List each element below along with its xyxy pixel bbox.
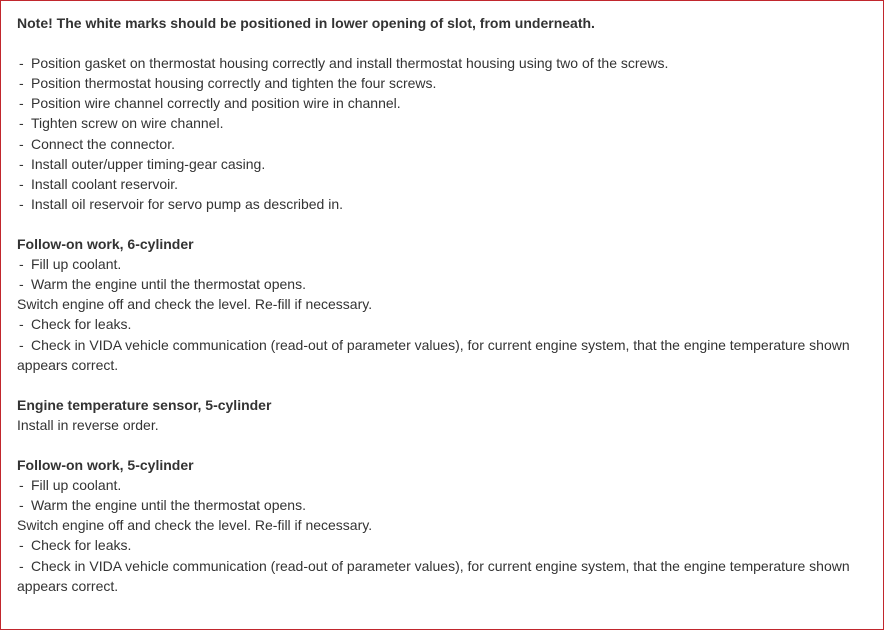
- list-item: [17, 254, 867, 274]
- list-item: [17, 314, 867, 334]
- bullet-dash: -: [19, 115, 24, 132]
- bullet-dash: -: [19, 557, 24, 574]
- spacer: [17, 214, 867, 234]
- spacer: [17, 375, 867, 395]
- list-item: [17, 134, 867, 154]
- bullet-dash: -: [19, 175, 24, 192]
- list-item-text: Warm the engine until the thermostat opens.: [31, 276, 306, 293]
- bullet-dash: -: [19, 75, 24, 92]
- bullet-dash: -: [19, 95, 24, 112]
- list-item-text: Position gasket on thermostat housing correctly and install thermostat housing using two of the screws.: [31, 55, 669, 72]
- section-heading-five-cylinder: Follow-on work, 5-cylinder: [17, 457, 194, 474]
- list-item-text: Install coolant reservoir.: [31, 175, 179, 192]
- list-item: [17, 194, 867, 214]
- bullet-dash: -: [19, 55, 24, 72]
- list-item: [17, 274, 867, 294]
- paragraph-text: Switch engine off and check the level. Re-fill if necessary.: [17, 296, 373, 313]
- list-item: [17, 73, 867, 93]
- list-item-text: Check in VIDA vehicle communication (read-out of parameter values), for current engine system, that the engine temperature shown appears correct.: [17, 336, 850, 373]
- list-item: [17, 113, 867, 133]
- list-item: [17, 556, 867, 596]
- list-item: [17, 174, 867, 194]
- list-item-text: Connect the connector.: [31, 135, 175, 152]
- bullet-dash: -: [19, 497, 24, 514]
- list-item-text: Check in VIDA vehicle communication (read-out of parameter values), for current engine system, that the engine temperature shown appears correct.: [17, 557, 850, 594]
- list-item-text: Install outer/upper timing-gear casing.: [31, 155, 266, 172]
- bullet-dash: -: [19, 155, 24, 172]
- list-item-text: Fill up coolant.: [31, 477, 122, 494]
- section-heading-six-cylinder: Follow-on work, 6-cylinder: [17, 236, 194, 253]
- list-item-text: Warm the engine until the thermostat opens.: [31, 497, 306, 514]
- list-item: [17, 475, 867, 495]
- list-item: [17, 535, 867, 555]
- list-item: [17, 93, 867, 113]
- bullet-dash: -: [19, 537, 24, 554]
- list-item-text: Tighten screw on wire channel.: [31, 115, 224, 132]
- note-text: Note! The white marks should be positioned in lower opening of slot, from underneath.: [17, 15, 595, 31]
- paragraph-text: Install in reverse order.: [17, 416, 159, 433]
- list-item: [17, 154, 867, 174]
- list-item-text: Check for leaks.: [31, 316, 132, 333]
- document-content: [17, 13, 867, 596]
- section-heading-sensor: Engine temperature sensor, 5-cylinder: [17, 396, 272, 413]
- bullet-dash: -: [19, 195, 24, 212]
- bullet-dash: -: [19, 135, 24, 152]
- list-item-text: Position wire channel correctly and position wire in channel.: [31, 95, 401, 112]
- list-item-text: Fill up coolant.: [31, 256, 122, 273]
- list-item: [17, 335, 867, 375]
- spacer: [17, 33, 867, 53]
- list-item: [17, 53, 867, 73]
- spacer: [17, 435, 867, 455]
- bullet-dash: -: [19, 256, 24, 273]
- list-item: [17, 495, 867, 515]
- bullet-dash: -: [19, 316, 24, 333]
- bullet-dash: -: [19, 477, 24, 494]
- paragraph-text: Switch engine off and check the level. Re-fill if necessary.: [17, 517, 373, 534]
- bullet-dash: -: [19, 336, 24, 353]
- list-item-text: Check for leaks.: [31, 537, 132, 554]
- list-item-text: Install oil reservoir for servo pump as described in.: [31, 195, 344, 212]
- bullet-dash: -: [19, 276, 24, 293]
- list-item-text: Position thermostat housing correctly and tighten the four screws.: [31, 75, 437, 92]
